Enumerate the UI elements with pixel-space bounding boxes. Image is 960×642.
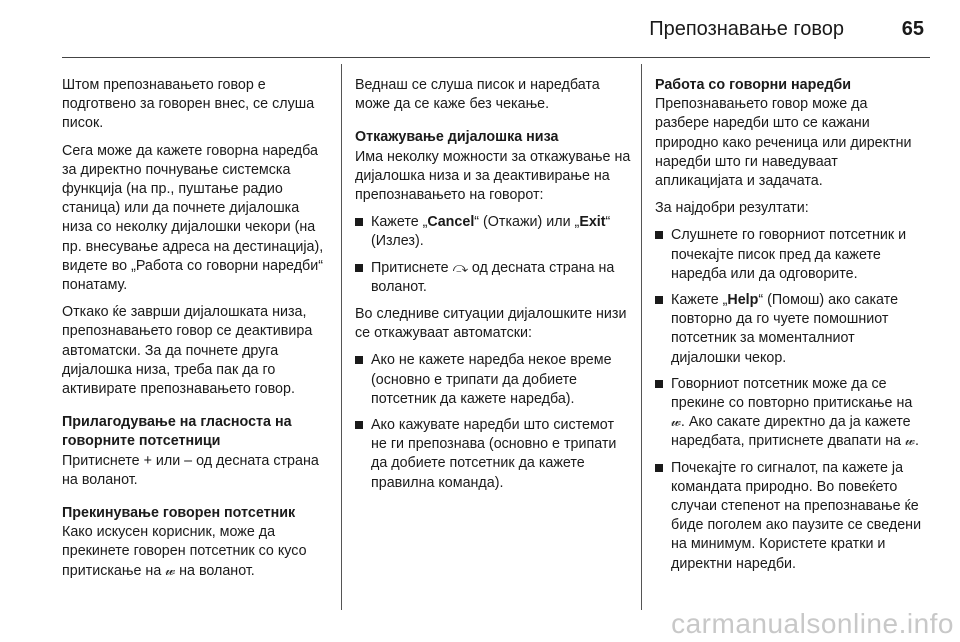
column-2 (355, 76, 631, 501)
list-item: Почекајте го сигналот, па кажете ја командата природно. Во повеќето случаи степенот на препознавање ќе биде поголем ако паузите се сведени на минимум. Користете кратки и директни наредби. (655, 459, 925, 574)
paragraph: Сега може да кажете говорна наредба за директно почнување системска функција (на пр., пуштање радио станица) или да почнете дијалошка низа со неколку дијалошки чекори (на пр. внесување адреса на дестинација), видете во „Работа со говорни наредби“ понатаму. (62, 142, 324, 294)
section-heading: Откажување дијалошка низа (355, 129, 559, 146)
bullet-icon (355, 421, 363, 429)
list-item: Кажете „Help“ (Помош) ако сакате повторно да го чуете помошниот потсетник за моменталниот дијалошки чекор. (655, 291, 925, 368)
list-item: Говорниот потсетник може да се прекине со повторно притискање на 𝓌. Ако сакате директно да ја кажете наредбата, притиснете двапати на 𝓌. (655, 375, 925, 452)
paragraph: За најдобри резултати: (655, 200, 809, 217)
bullet-icon (355, 356, 363, 364)
section-heading: Работа со говорни наредби (655, 77, 852, 93)
column-1 (62, 76, 332, 589)
keyword-help: Help (727, 292, 759, 309)
column-divider-2 (641, 64, 642, 610)
paragraph: Веднаш се слуша писок и наредбата може да се каже без чекање. (355, 77, 600, 113)
paragraph: Има неколку можности за откажување на дијалошка низа и за деактивирање на препознавањето на говорот: (355, 148, 631, 204)
section-heading: Прилагодување на гласноста на говорните потсетници (62, 414, 292, 450)
list-item: Притиснете ⤼ од десната страна на воланот. (355, 259, 631, 297)
list-item: Ако не кажете наредба некое време (основно е трипати да добиете потсетник да кажете наредба). (355, 351, 631, 409)
paragraph: Како искусен корисник, може да прекинете говорен потсетник со кусо притискање на 𝓌 на воланот. (62, 524, 307, 579)
paragraph: Притиснете + или – од десната страна на воланот. (62, 452, 319, 488)
bullet-list (355, 351, 631, 492)
paragraph: Препознавањето говор може да разбере наредби што се кажани природно како реченица или директни наредби што ги наведуваат апликацијата и задачата. (655, 96, 912, 190)
bullet-icon (655, 380, 663, 388)
paragraph: Штом препознавањето говор е подготвено за говорен внес, се слуша писок. (62, 77, 315, 132)
paragraph: Во следниве ситуации дијалошките низи се откажуваат автоматски: (355, 306, 627, 342)
header-divider (62, 57, 930, 58)
list-item: Слушнете го говорниот потсетник и почекајте писок пред да кажете наредба или да одговорите. (655, 226, 925, 284)
page-title: Препознавање говор (649, 18, 844, 40)
bullet-icon (655, 231, 663, 239)
paragraph: Откако ќе заврши дијалошката низа, препознавањето говор се деактивира автоматски. За да почнете друга дијалошка низа, треба пак да го активирате препознавањето говор. (62, 304, 313, 398)
list-item: Кажете „Cancel“ (Откажи) или „Exit“ (Излез). (355, 213, 631, 251)
watermark: carmanualsonline.info (671, 608, 954, 639)
bullet-icon (355, 264, 363, 272)
bullet-list (655, 226, 925, 573)
column-divider-1 (341, 64, 342, 610)
list-item: Ако кажувате наредби што системот не ги препознава (основно е трипати да добиете потсетник да кажете правилна команда). (355, 416, 631, 493)
bullet-list (355, 213, 631, 297)
section-heading: Прекинување говорен потсетник (62, 505, 296, 522)
page-header (0, 0, 960, 62)
page-number: 65 (901, 18, 924, 40)
bullet-icon (355, 218, 363, 226)
keyword-exit: Exit (579, 214, 606, 231)
column-3 (655, 76, 925, 582)
bullet-icon (655, 464, 663, 472)
bullet-icon (655, 296, 663, 304)
keyword-cancel: Cancel (427, 214, 475, 231)
